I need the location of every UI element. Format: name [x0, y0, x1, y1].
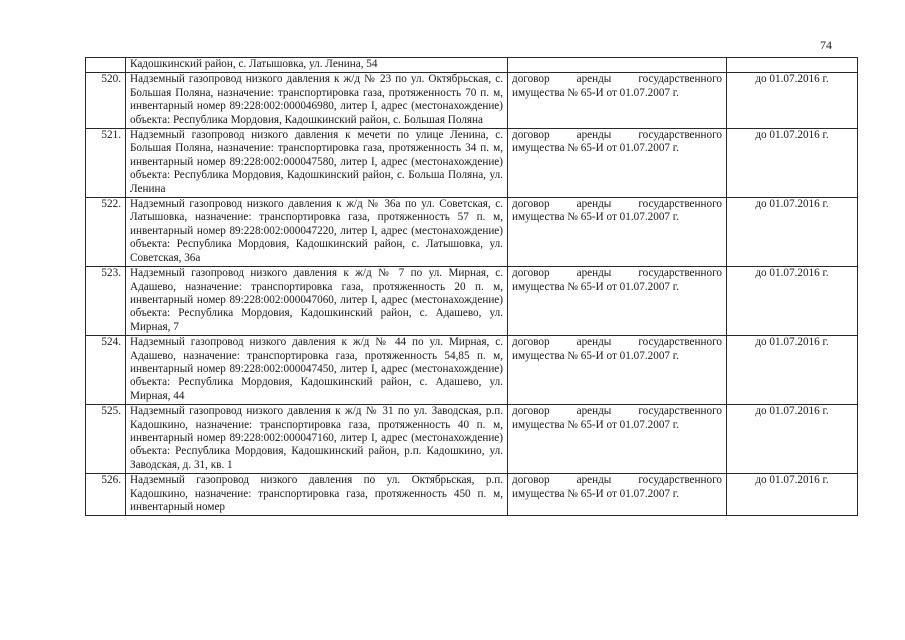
term-cell: до 01.07.2016 г. — [727, 129, 858, 198]
term-cell: до 01.07.2016 г. — [727, 405, 858, 474]
object-description-cell: Надземный газопровод низкого давления к ж/д № 44 по ул. Мирная, с. Адашево, назначение: транспортировка газа, протяженность 54,85 п. м, инвентарный номер 89:228:002:000047450, литер I, адрес (местонахождение) объекта: Республика Мордовия, Кадошкинский район, с. Адашево, ул. Мирная, 44 — [126, 336, 508, 405]
object-description-cell: Надземный газопровод низкого давления к мечети по улице Ленина, с. Большая Поляна, назначение: транспортировка газа, протяженность 34 п. м, инвентарный номер 89:228:002:000047580, литер I, адрес (местонахождение) объекта: Республика Мордовия, Кадошкинский район, с. Больша Поляна, ул. Ленина — [126, 129, 508, 198]
object-description-cell: Кадошкинский район, с. Латышовка, ул. Ленина, 54 — [126, 58, 508, 73]
table-row — [86, 336, 858, 405]
term-cell — [727, 58, 858, 73]
table-row — [86, 129, 858, 198]
row-number-cell: 521. — [86, 129, 126, 198]
row-number-cell: 526. — [86, 474, 126, 516]
table-row — [86, 73, 858, 129]
object-description-cell: Надземный газопровод низкого давления к ж/д № 36а по ул. Советская, с. Латышовка, назначение: транспортировка газа, протяженность 57 п. м, инвентарный номер 89:228:002:000047220, литер I, адрес (местонахождение) объекта: Республика Мордовия, Кадошкинский район, с. Латышовка, ул. Советская, 36а — [126, 198, 508, 267]
row-number-cell — [86, 58, 126, 73]
object-description-cell: Надземный газопровод низкого давления к ж/д № 7 по ул. Мирная, с. Адашево, назначение: транспортировка газа, протяженность 20 п. м, инвентарный номер 89:228:002:000047060, литер I, адрес (местонахождение) объекта: Республика Мордовия, Кадошкинский район, с. Адашево, ул. Мирная, 7 — [126, 267, 508, 336]
object-description-cell: Надземный газопровод низкого давления по ул. Октябрьская, р.п. Кадошкино, назначение: транспортировка газа, протяженность 450 п. м, инвентарный номер — [126, 474, 508, 516]
row-number-cell: 525. — [86, 405, 126, 474]
legal-basis-cell: договор аренды государственного имущества № 65-И от 01.07.2007 г. — [508, 405, 727, 474]
legal-basis-cell: договор аренды государственного имущества № 65-И от 01.07.2007 г. — [508, 474, 727, 516]
object-description-cell: Надземный газопровод низкого давления к ж/д № 23 по ул. Октябрьская, с. Большая Поляна, назначение: транспортировка газа, протяженность 70 п. м, инвентарный номер 89:228:002:000046980, литер I, адрес (местонахождение) объекта: Республика Мордовия, Кадошкинский район, с. Большая Поляна — [126, 73, 508, 129]
term-cell: до 01.07.2016 г. — [727, 336, 858, 405]
term-cell: до 01.07.2016 г. — [727, 73, 858, 129]
row-number-cell: 520. — [86, 73, 126, 129]
term-cell: до 01.07.2016 г. — [727, 198, 858, 267]
table-row — [86, 267, 858, 336]
legal-basis-cell: договор аренды государственного имущества № 65-И от 01.07.2007 г. — [508, 73, 727, 129]
property-registry-table — [85, 57, 858, 516]
table-row — [86, 198, 858, 267]
table-row-continuation — [86, 58, 858, 73]
table-row — [86, 474, 858, 516]
table-row — [86, 405, 858, 474]
legal-basis-cell: договор аренды государственного имущества № 65-И от 01.07.2007 г. — [508, 336, 727, 405]
term-cell: до 01.07.2016 г. — [727, 267, 858, 336]
row-number-cell: 524. — [86, 336, 126, 405]
legal-basis-cell: договор аренды государственного имущества № 65-И от 01.07.2007 г. — [508, 129, 727, 198]
legal-basis-cell — [508, 58, 727, 73]
page-number: 74 — [820, 38, 832, 52]
object-description-cell: Надземный газопровод низкого давления к ж/д № 31 по ул. Заводская, р.п. Кадошкино, назначение: транспортировка газа, протяженность 40 п. м, инвентарный номер 89:228:002:000047160, литер I, адрес (местонахождение) объекта: Республика Мордовия, Кадошкинский район, р.п. Кадошкино, ул. Заводская, д. 31, кв. 1 — [126, 405, 508, 474]
term-cell: до 01.07.2016 г. — [727, 474, 858, 516]
row-number-cell: 522. — [86, 198, 126, 267]
row-number-cell: 523. — [86, 267, 126, 336]
legal-basis-cell: договор аренды государственного имущества № 65-И от 01.07.2007 г. — [508, 198, 727, 267]
legal-basis-cell: договор аренды государственного имущества № 65-И от 01.07.2007 г. — [508, 267, 727, 336]
